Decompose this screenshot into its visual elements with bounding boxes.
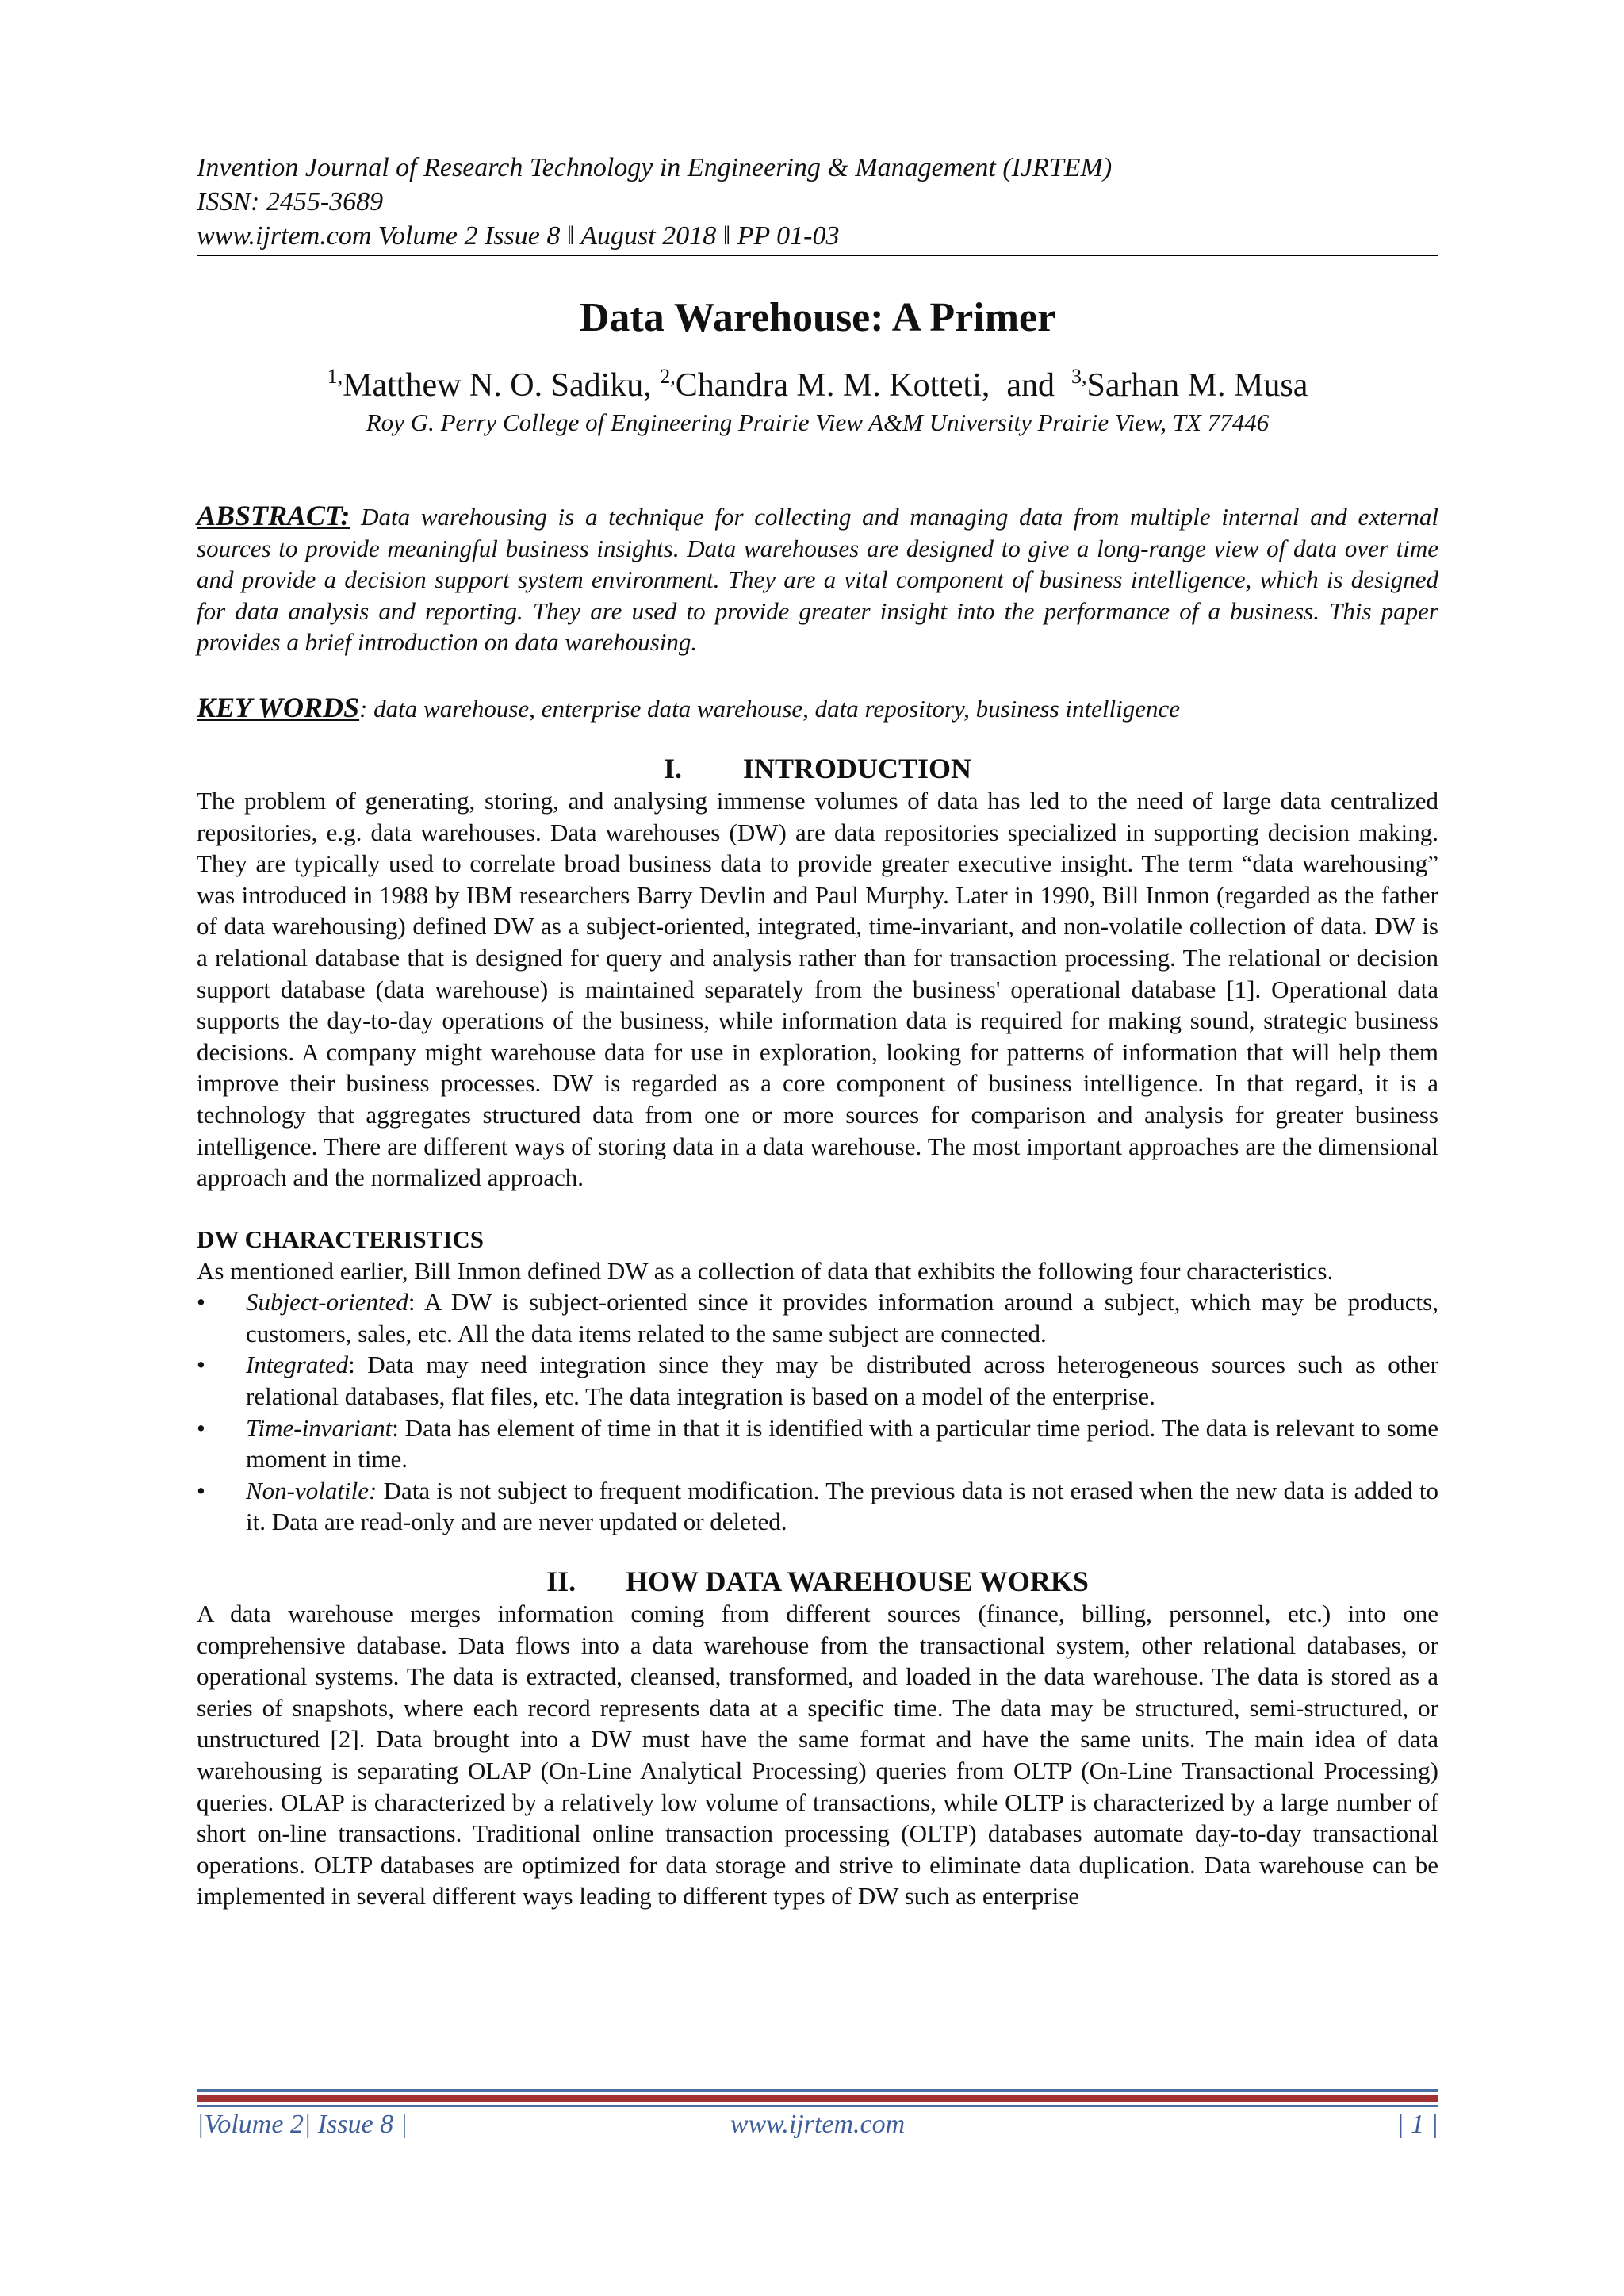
bullet-icon: • [197, 1351, 205, 1379]
author-list [197, 366, 1438, 405]
keywords-text: : data warehouse, enterprise data warehouse, data repository, business intelligence [359, 694, 1181, 723]
bullet-icon: • [197, 1476, 205, 1504]
abstract [197, 500, 1438, 658]
author-2-affil-mark: 2, [660, 365, 676, 388]
footer-page-number: | 1 | [1396, 2110, 1438, 2139]
author-affiliation: Roy G. Perry College of Engineering Prairie View A&M University Prairie View, TX 77446 [366, 408, 1270, 436]
section-2-body: A data warehouse merges information coming from different sources (finance, billing, personnel, etc.) into one comprehensive database. Data flows into a data warehouse from the transactional system, other relational databases, or operational systems. The data is extracted, cleansed, transformed, and loaded in the data warehouse. The data is stored as a series of snapshots, where each record represents data at a specific time. The data may be structured, semi-structured, or unstructured [2]. Data brought into a DW must have the same format and have the same units. The main idea of data warehousing is separating OLAP (On-Line Analytical Processing) queries from OLTP (On-Line Transactional Processing) queries. OLAP is characterized by a relatively low volume of transactions, while OLTP is characterized by a large number of short on-line transactions. Traditional online transaction processing (OLTP) databases automate day-to-day transactional operations. OLTP databases are optimized for data storage and strive to eliminate data duplication. Data warehouse can be implemented in several different ways leading to different types of DW such as enterprise [197, 1600, 1438, 1911]
section-1-heading [197, 752, 1438, 785]
characteristic-term: Integrated [246, 1351, 349, 1379]
list-item [197, 1286, 1438, 1349]
section-1-body: The problem of generating, storing, and analysing immense volumes of data has led to the need of large data centralized repositories, e.g. data warehouses. Data warehouses (DW) are data repositories specialized in supporting decision making. They are typically used to correlate broad business data to provide greater executive insight. The term “data warehousing” was introduced in 1988 by IBM researchers Barry Devlin and Paul Murphy. Later in 1990, Bill Inmon (regarded as the father of data warehousing) defined DW as a subject-oriented, integrated, time-invariant, and non-volatile collection of data. DW is a relational database that is designed for query and analysis rather than for transaction processing. The relational or decision support database (data warehouse) is maintained separately from the business' operational database [1]. Operational data supports the day-to-day operations of the business, while information data is required for making sound, strategic business decisions. A company might warehouse data for use in exploration, looking for patterns of information that will help them improve their business processes. DW is regarded as a core component of business intelligence. In that regard, it is a technology that aggregates structured data from one or more sources for comparison and analysis for greater business intelligence. There are different ways of storing data in a data warehouse. The most important approaches are the dimensional approach and the normalized approach. [197, 786, 1438, 1192]
section-2-title: HOW DATA WAREHOUSE WORKS [626, 1566, 1089, 1598]
characteristic-term: Time-invariant [246, 1413, 393, 1442]
bullet-icon: • [197, 1288, 205, 1317]
characteristic-text: : A DW is subject-oriented since it provides information around a subject, which may be products, customers, sales, etc. All the data items related to the same subject are connected. [246, 1288, 1438, 1347]
journal-issn: ISSN: 2455-3689 [197, 187, 384, 217]
footer-volume-issue: |Volume 2| Issue 8 | [197, 2110, 408, 2139]
list-item [197, 1475, 1438, 1538]
author-2-name: Chandra M. M. Kotteti, [675, 367, 990, 404]
characteristics-intro: As mentioned earlier, Bill Inmon defined DW as a collection of data that exhibits the following four characteristics. [197, 1256, 1334, 1285]
characteristic-text: Data is not subject to frequent modification. The previous data is not erased when the new data is added to it. Data are read-only and are never updated or deleted. [246, 1476, 1438, 1536]
characteristics-heading: DW CHARACTERISTICS [197, 1225, 485, 1253]
keywords-label: KEY WORDS [197, 691, 360, 723]
author-conjunction: and [1006, 367, 1055, 404]
journal-header [197, 151, 1438, 253]
paper-title: Data Warehouse: A Primer [579, 295, 1056, 340]
page-footer [197, 2110, 1438, 2145]
footer-rule-blue-top [197, 2089, 1438, 2092]
section-1-title: INTRODUCTION [742, 752, 972, 784]
footer-website: www.ijrtem.com [730, 2110, 906, 2139]
footer-rule-red [197, 2095, 1438, 2102]
section-2-heading [197, 1565, 1438, 1598]
characteristic-term: Non-volatile: [246, 1476, 377, 1504]
abstract-text: Data warehousing is a technique for collecting and managing data from multiple internal and external sources to provide meaningful business insights. Data warehouses are designed to give a long-range view of data over time and provide a decision support system environment. They are a vital component of business intelligence, which is designed for data analysis and reporting. They are used to provide greater insight into the performance of a business. This paper provides a brief introduction on data warehousing. [197, 503, 1439, 657]
section-1-number: I. [663, 752, 682, 784]
characteristic-text: : Data may need integration since they may be distributed across heterogeneous sources such as other relational databases, flat files, etc. The data integration is based on a model of the enterprise. [246, 1351, 1438, 1411]
paper-page [197, 151, 1438, 1912]
journal-volume-line: www.ijrtem.com Volume 2 Issue 8 ǁ August 2018 ǁ PP 01-03 [197, 221, 840, 251]
abstract-label: ABSTRACT: [197, 500, 350, 531]
author-1-name: Matthew N. O. Sadiku, [343, 367, 652, 404]
section-2-number: II. [546, 1566, 576, 1598]
characteristic-term: Subject-oriented [246, 1288, 408, 1317]
footer-rules [197, 2089, 1438, 2107]
author-1-affil-mark: 1, [327, 365, 343, 388]
author-3-name: Sarhan M. Musa [1086, 367, 1308, 404]
characteristic-text: : Data has element of time in that it is identified with a particular time period. The data is relevant to some moment in time. [246, 1413, 1438, 1474]
list-item [197, 1349, 1438, 1412]
bullet-icon: • [197, 1413, 205, 1442]
footer-rule-blue-bottom [197, 2105, 1438, 2107]
header-rule [197, 255, 1438, 256]
journal-name: Invention Journal of Research Technology in Engineering & Management (IJRTEM) [197, 153, 1113, 182]
keywords [197, 692, 1438, 725]
list-item [197, 1412, 1438, 1475]
characteristics-list [197, 1286, 1438, 1538]
author-3-affil-mark: 3, [1071, 365, 1087, 388]
